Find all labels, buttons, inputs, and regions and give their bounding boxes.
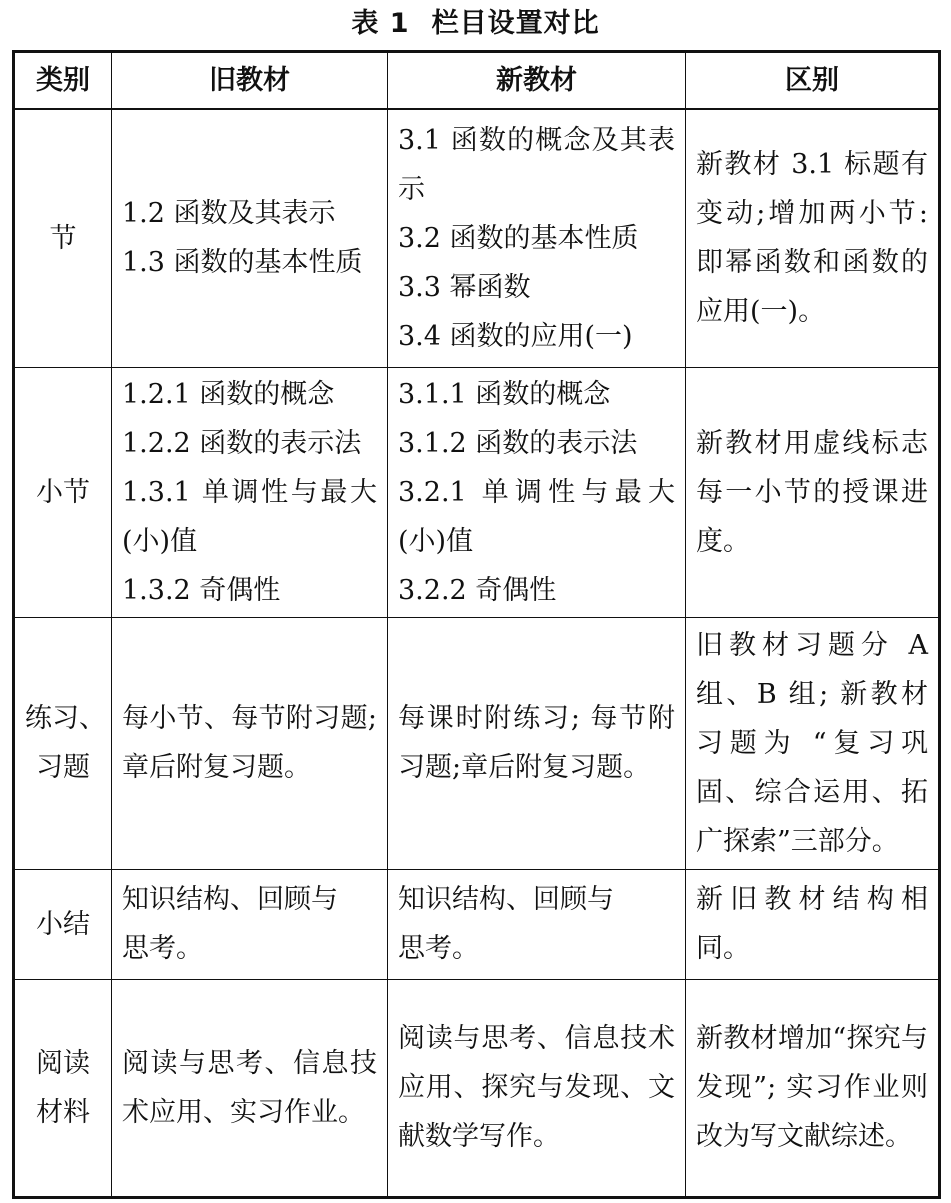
new-textbook-cell bbox=[388, 617, 686, 869]
category-text: 习题 bbox=[36, 752, 90, 783]
table-row bbox=[14, 869, 940, 979]
category-text: 材料 bbox=[36, 1096, 90, 1128]
comparison-table bbox=[12, 50, 941, 1199]
new-text: 每课时附练习; 每节附习题;章后附复习题。 bbox=[398, 703, 675, 783]
old-text: 思考。 bbox=[122, 933, 203, 964]
old-text: 1.3.1 单调性与最大(小)值 bbox=[122, 476, 377, 557]
difference-cell bbox=[686, 367, 940, 617]
category-cell bbox=[14, 109, 112, 367]
difference-text: 新教材增加“探究与发现”; 实习作业则改为写文献综述。 bbox=[696, 1023, 928, 1152]
new-text: 3.4 函数的应用(一) bbox=[398, 320, 633, 352]
new-text: 3.2.1 单调性与最大(小)值 bbox=[398, 476, 675, 557]
column-header-difference: 区别 bbox=[686, 52, 940, 110]
category-cell bbox=[14, 869, 112, 979]
new-textbook-cell bbox=[388, 367, 686, 617]
category-text: 小结 bbox=[36, 908, 90, 940]
old-textbook-cell bbox=[112, 367, 388, 617]
old-text: 1.3.2 奇偶性 bbox=[122, 574, 281, 606]
difference-cell bbox=[686, 869, 940, 979]
difference-text: 新教材用虚线标志每一小节的授课进度。 bbox=[696, 427, 928, 557]
new-text: 3.2.2 奇偶性 bbox=[398, 574, 557, 606]
category-text: 练习、 bbox=[25, 703, 106, 734]
old-text: 1.2.1 函数的概念 bbox=[122, 378, 335, 410]
difference-cell bbox=[686, 617, 940, 869]
new-text: 3.1.2 函数的表示法 bbox=[398, 427, 638, 459]
difference-cell bbox=[686, 979, 940, 1197]
old-text: 知识结构、回顾与 bbox=[122, 884, 338, 915]
new-text: 阅读与思考、信息技术应用、探究与发现、文献数学写作。 bbox=[398, 1023, 675, 1152]
old-text: 1.2 函数及其表示 bbox=[122, 198, 336, 230]
column-header-old-textbook: 旧教材 bbox=[112, 52, 388, 110]
old-text: 每小节、每节附习题;章后附复习题。 bbox=[122, 703, 377, 783]
new-textbook-cell bbox=[388, 109, 686, 367]
table-title: 栏目设置对比 bbox=[431, 8, 600, 39]
table-row bbox=[14, 367, 940, 617]
category-text: 阅读 bbox=[36, 1047, 90, 1079]
old-textbook-cell bbox=[112, 869, 388, 979]
difference-cell bbox=[686, 109, 940, 367]
category-cell bbox=[14, 617, 112, 869]
header-row bbox=[14, 52, 940, 110]
difference-text: 新教材 3.1 标题有变动;增加两小节:即幂函数和函数的应用(一)。 bbox=[696, 149, 928, 328]
new-textbook-cell bbox=[388, 979, 686, 1197]
table-number: 表 1 bbox=[351, 8, 410, 39]
table-caption bbox=[0, 6, 951, 42]
new-textbook-cell bbox=[388, 869, 686, 979]
column-header-category: 类别 bbox=[14, 52, 112, 110]
new-text: 3.1 函数的概念及其表示 bbox=[398, 124, 675, 205]
table-row bbox=[14, 979, 940, 1197]
new-text: 3.1.1 函数的概念 bbox=[398, 378, 611, 410]
old-textbook-cell bbox=[112, 617, 388, 869]
old-textbook-cell bbox=[112, 109, 388, 367]
table-row bbox=[14, 617, 940, 869]
difference-text: 新旧教材结构相同。 bbox=[696, 884, 928, 964]
category-text: 节 bbox=[49, 222, 77, 254]
new-text: 3.3 幂函数 bbox=[398, 271, 531, 303]
new-text: 思考。 bbox=[398, 933, 479, 964]
category-text: 小节 bbox=[36, 476, 90, 508]
new-text: 知识结构、回顾与 bbox=[398, 884, 614, 915]
column-header-new-textbook: 新教材 bbox=[388, 52, 686, 110]
old-textbook-cell bbox=[112, 979, 388, 1197]
old-text: 阅读与思考、信息技术应用、实习作业。 bbox=[122, 1047, 377, 1128]
old-text: 1.2.2 函数的表示法 bbox=[122, 427, 362, 459]
new-text: 3.2 函数的基本性质 bbox=[398, 222, 639, 254]
old-text: 1.3 函数的基本性质 bbox=[122, 247, 363, 279]
category-cell bbox=[14, 979, 112, 1197]
category-cell bbox=[14, 367, 112, 617]
table-row bbox=[14, 109, 940, 367]
difference-text: 旧教材习题分 A 组、B 组; 新教材习题为 “复习巩固、综合运用、拓广探索”三部分。 bbox=[696, 629, 928, 857]
